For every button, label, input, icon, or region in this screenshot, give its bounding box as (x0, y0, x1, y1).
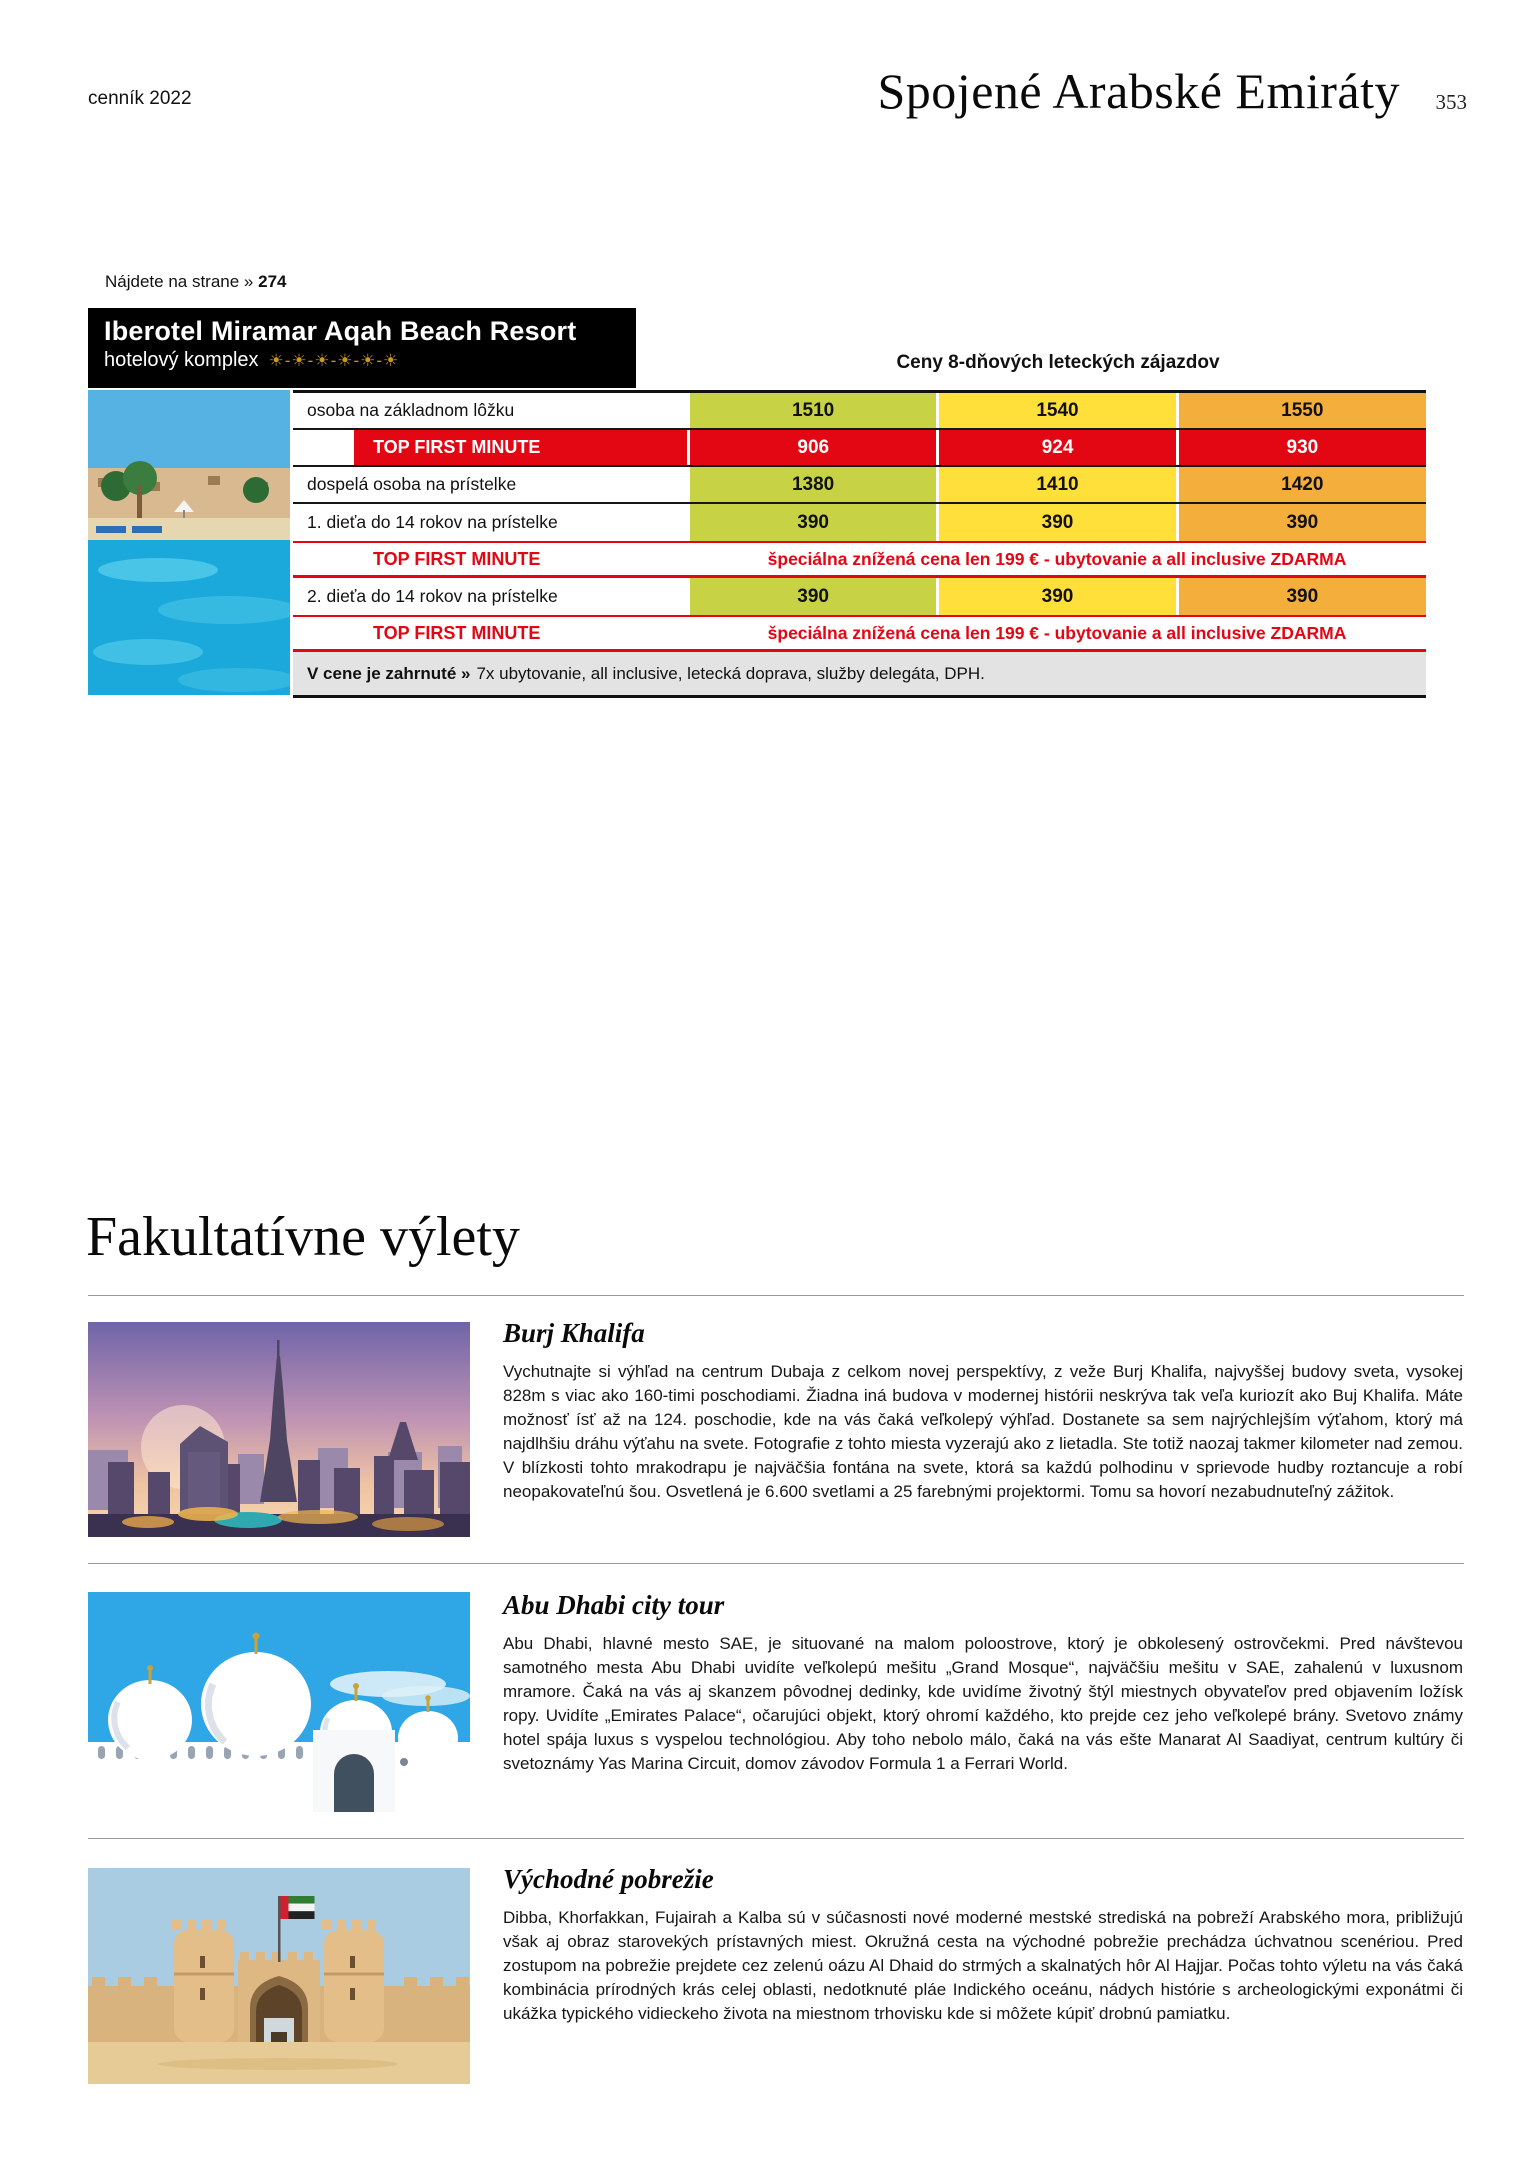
price-cell: 1420 (1179, 467, 1426, 502)
price-cell: 906 (690, 430, 936, 465)
row-label: TOP FIRST MINUTE (293, 430, 687, 465)
hotel-pool-photo (88, 390, 290, 695)
excursion-title: Burj Khalifa (503, 1318, 645, 1348)
excursion-title: Východné pobrežie (503, 1864, 714, 1894)
excursion-text: Vychutnajte si výhľad na centrum Dubaja z celkom novej perspektívy, z veže Burj Khalifa, najvyššej budovy sveta, vysokej 828m s viac ako 160-timi poschodiami. Žiadna iná budova v modernej histórii neskrýva tak veľa kuriozít ako Buj Khalifa. Máte možnosť ísť až na 124. poschodie, kde na vás čaká veľkolepý výhľad. Dostanete sa sem najrýchlejším výťahom, ktorý má najdlhšiu dráhu výťahu na svete. Fotografie z tohto miesta vyzerajú ako z lietadla. Ste totiž naozaj takmer kilometer nad zemou. V blízkosti tohto mrakodrapu je najväčšia fontána na svete, ktorá sa každú polhodinu v sprievode hudby roztancuje a robí neopakovateľnú šou. Osvetlená je 6.600 svetlami a 25 farebnými projektormi. Tomu sa hovorí nezabudnuteľný zážitok. (503, 1362, 1463, 1501)
price-table-header: Ceny 8-dňových leteckých zájazdov (896, 352, 1220, 373)
row-label: 1. dieťa do 14 rokov na prístelke (293, 504, 687, 541)
price-cell: 1540 (939, 393, 1175, 428)
section-divider (88, 1295, 1464, 1296)
row-label: TOP FIRST MINUTE (293, 543, 688, 575)
row-label: osoba na základnom lôžku (293, 393, 687, 428)
price-row (293, 393, 1426, 430)
excursion-text: Dibba, Khorfakkan, Fujairah a Kalba sú v súčasnosti nové moderné mestské strediská na pobreží Arabského mora, približujú však aj obraz starovekých prístavných miest. Okružná cesta na východné pobrežie prechádza úchvatnou scenériou. Pred zostupom na pobrežie prejdete cez zelenú oázu Al Dhaid do strmých a skalnatých hôr Al Hajjar. Počas tohto výletu na vás čaká kombinácia prírodných krás celej oblasti, nedotknuté pláe Indického oceánu, nádych histórie s archeologickými exponátmi či ukážka typického vidieckeho života na miestnom trhovisku kde si môžete kúpiť drobnú pamiatku. (503, 1908, 1463, 2023)
promo-text: špeciálna znížená cena len 199 € - ubytovanie a all inclusive ZDARMA (767, 548, 1347, 569)
abu-dhabi-mosque-photo (88, 1592, 470, 1812)
row-label: 2. dieťa do 14 rokov na prístelke (293, 578, 687, 615)
section-divider (88, 1838, 1464, 1839)
price-cell: 390 (939, 504, 1175, 541)
row-label: TOP FIRST MINUTE (293, 617, 688, 649)
hotel-category (104, 349, 636, 372)
section-title-fakultativne-vylety: Fakultatívne výlety (86, 1206, 520, 1268)
row-label: dospelá osoba na prístelke (293, 467, 687, 502)
price-cell: 930 (1179, 430, 1426, 465)
excursion-title: Abu Dhabi city tour (503, 1590, 725, 1620)
hotel-category-label: hotelový komplex (104, 349, 259, 371)
page-number: 353 (1435, 90, 1467, 114)
promo-text: špeciálna znížená cena len 199 € - ubytovanie a all inclusive ZDARMA (767, 622, 1347, 643)
price-cell: 390 (939, 578, 1175, 615)
hotel-title-bar (88, 308, 636, 388)
included-text: 7x ubytovanie, all inclusive, letecká doprava, služby delegáta, DPH. (476, 663, 985, 683)
find-on-page (105, 272, 287, 292)
price-cell: 390 (1179, 504, 1426, 541)
price-cell: 390 (1179, 578, 1426, 615)
price-cell: 924 (939, 430, 1175, 465)
find-on-page-number: 274 (258, 272, 287, 291)
included-label: V cene je zahrnuté » (307, 663, 471, 683)
burj-khalifa-photo (88, 1322, 470, 1537)
price-cell: 1510 (690, 393, 936, 428)
sun-rating-icons: ☀-☀-☀-☀-☀-☀ (268, 351, 400, 370)
page-title: Spojené Arabské Emiráty (877, 63, 1400, 119)
price-row (293, 504, 1426, 541)
price-row (293, 467, 1426, 504)
hotel-name: Iberotel Miramar Aqah Beach Resort (104, 316, 577, 346)
price-cell: 390 (690, 578, 936, 615)
section-divider (88, 1563, 1464, 1564)
price-table (293, 390, 1426, 698)
catalog-year-label: cenník 2022 (88, 88, 192, 109)
find-on-page-label: Nájdete na strane » (105, 272, 254, 291)
top-first-minute-promo-row (293, 541, 1426, 578)
price-cell: 1380 (690, 467, 936, 502)
price-row (293, 578, 1426, 615)
excursion-text: Abu Dhabi, hlavné mesto SAE, je situované na malom poloostrove, ktorý je obkolesený ostrovčekmi. Pred návštevou samotného mesta Abu Dhabi uvidíte veľkolepú mešitu „Grand Mosque“, najväčšiu mešitu v SAE, zahalenú v luxusnom mramore. Čaká na vás aj skanzem pôvodnej dedinky, kde uvidíme životný štýl miestnych obyvateľov pred objavením ložísk ropy. Uvidíte „Emirates Palace“, očarujúci objekt, ktorý ohromí každého, kto prejde cez jeho veľkolepé brány. Svetovo známy hotel spája luxus s vyspelou technológiou. Aby toho nebolo málo, čaká na vás ešte Manarat Al Saadiyat, centrum kultúry či svetoznámy Yas Marina Circuit, domov závodov Formula 1 a Ferrari World. (503, 1634, 1463, 1773)
top-first-minute-promo-row (293, 615, 1426, 652)
top-first-minute-row (293, 430, 1426, 467)
price-cell: 390 (690, 504, 936, 541)
price-cell: 1410 (939, 467, 1175, 502)
price-cell: 1550 (1179, 393, 1426, 428)
included-in-price-row (293, 652, 1426, 695)
fort-photo (88, 1868, 470, 2084)
